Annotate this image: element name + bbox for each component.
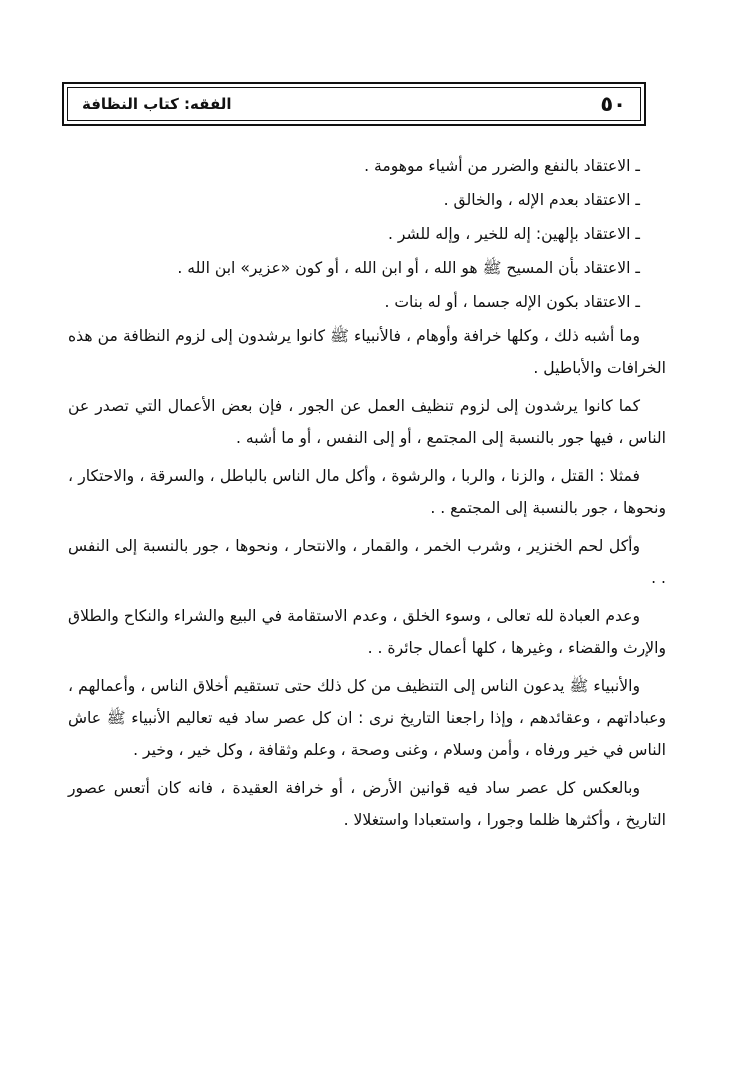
list-item: ـ الاعتقاد بأن المسيح ﷺ هو الله ، أو ابن الله ، أو كون «عزير» ابن الله . bbox=[177, 259, 640, 277]
paragraph: وبالعكس كل عصر ساد فيه قوانين الأرض ، أو خرافة العقيدة ، فانه كان أتعس عصور التاريخ ، وأكثرها ظلما وجورا ، واستعبادا واستغلالا . bbox=[68, 779, 666, 829]
list-item: ـ الاعتقاد بكون الإله جسما ، أو له بنات . bbox=[384, 293, 640, 311]
running-header-frame bbox=[62, 82, 646, 126]
running-head-title: الفقه: كتاب النظافة bbox=[82, 95, 232, 113]
page-number: ٥٠ bbox=[600, 92, 626, 116]
paragraph: والأنبياء ﷺ يدعون الناس إلى التنظيف من كل ذلك حتى تستقيم أخلاق الناس ، وأعمالهم ، وعباداتهم ، وعقائدهم ، وإذا راجعنا التاريخ نرى : ان كل عصر ساد فيه تعاليم الأنبياء ﷺ عاش الناس في خير ورفاه ، وأمن وسلام ، وغنى وصحة ، وعلم وثقافة ، وكل خير ، وخير . bbox=[68, 677, 666, 759]
paragraph: وأكل لحم الخنزير ، وشرب الخمر ، والقمار ، والانتحار ، ونحوها ، جور بالنسبة إلى النفس . . bbox=[68, 537, 666, 587]
paragraph: وعدم العبادة لله تعالى ، وسوء الخلق ، وعدم الاستقامة في البيع والشراء والنكاح والطلاق والإرث والقضاء ، وغيرها ، كلها أعمال جائرة . . bbox=[68, 607, 666, 657]
page-body bbox=[68, 150, 666, 842]
paragraph: وما أشبه ذلك ، وكلها خرافة وأوهام ، فالأنبياء ﷺ كانوا يرشدون إلى لزوم النظافة من هذه الخرافات والأباطيل . bbox=[68, 327, 666, 377]
running-header bbox=[67, 87, 641, 121]
list-item: ـ الاعتقاد بالنفع والضرر من أشياء موهومة . bbox=[364, 157, 640, 175]
list-item: ـ الاعتقاد بعدم الإله ، والخالق . bbox=[443, 191, 640, 209]
paragraph: كما كانوا يرشدون إلى لزوم تنظيف العمل عن الجور ، فإن بعض الأعمال التي تصدر عن الناس ، فيها جور بالنسبة إلى المجتمع ، أو إلى النفس ، أو ما أشبه . bbox=[68, 397, 666, 447]
paragraph: فمثلا : القتل ، والزنا ، والربا ، والرشوة ، وأكل مال الناس بالباطل ، والسرقة ، والاحتكار ، ونحوها ، جور بالنسبة إلى المجتمع . . bbox=[68, 467, 666, 517]
list-item: ـ الاعتقاد بإلهين: إله للخير ، وإله للشر . bbox=[387, 225, 640, 243]
